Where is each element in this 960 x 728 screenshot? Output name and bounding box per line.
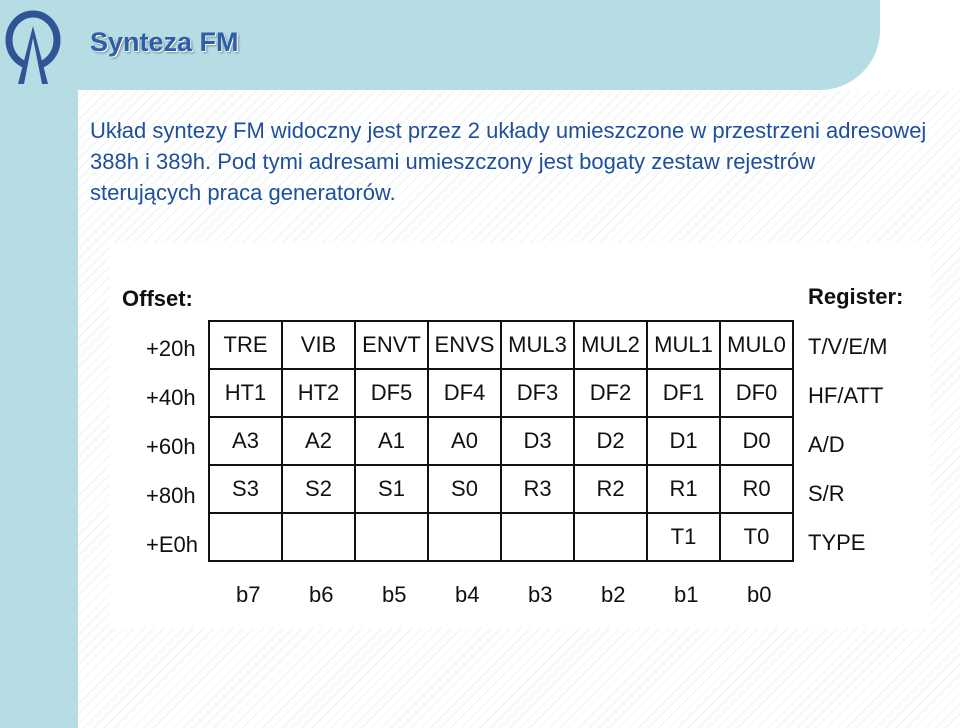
bit-cell: HT2 (282, 369, 355, 417)
register-label: T/V/E/M (808, 334, 888, 359)
table-row (209, 369, 793, 417)
register-label: S/R (808, 481, 845, 506)
offset-label: +E0h (146, 532, 198, 557)
bit-cell (574, 513, 647, 561)
bit-cell: HT1 (209, 369, 282, 417)
bit-index-label: b7 (236, 582, 261, 607)
register-header: Register: (808, 284, 904, 309)
bit-index-label: b4 (455, 582, 480, 607)
bit-cell: T0 (720, 513, 793, 561)
bit-cell (501, 513, 574, 561)
bit-cell: D0 (720, 417, 793, 465)
offset-label: +80h (146, 483, 196, 508)
bit-cell: T1 (647, 513, 720, 561)
bit-index-label: b2 (601, 582, 626, 607)
register-table (208, 320, 794, 562)
logo-icon (4, 8, 62, 86)
bit-cell (282, 513, 355, 561)
bit-cell: DF5 (355, 369, 428, 417)
bit-cell: R3 (501, 465, 574, 513)
offset-header: Offset: (122, 286, 193, 311)
bit-cell: A1 (355, 417, 428, 465)
bit-cell: D1 (647, 417, 720, 465)
bit-cell: A3 (209, 417, 282, 465)
bit-cell (428, 513, 501, 561)
bit-cell: R1 (647, 465, 720, 513)
offset-label: +40h (146, 385, 196, 410)
bit-index-label: b0 (747, 582, 772, 607)
bit-index-label: b3 (528, 582, 553, 607)
left-sidebar-band (0, 0, 78, 728)
offset-label: +20h (146, 336, 196, 361)
bit-cell: S1 (355, 465, 428, 513)
bit-cell: MUL0 (720, 321, 793, 369)
bit-cell: A2 (282, 417, 355, 465)
bit-cell: DF0 (720, 369, 793, 417)
table-row (209, 417, 793, 465)
bit-cell: MUL3 (501, 321, 574, 369)
table-row (209, 513, 793, 561)
bit-cell: S0 (428, 465, 501, 513)
bit-cell: MUL2 (574, 321, 647, 369)
register-label: TYPE (808, 530, 866, 555)
bit-cell: ENVS (428, 321, 501, 369)
bit-cell: MUL1 (647, 321, 720, 369)
bit-cell: R0 (720, 465, 793, 513)
bit-cell: S2 (282, 465, 355, 513)
bit-cell (209, 513, 282, 561)
bit-cell: D2 (574, 417, 647, 465)
offset-label: +60h (146, 434, 196, 459)
bit-cell: R2 (574, 465, 647, 513)
bit-cell: S3 (209, 465, 282, 513)
bit-cell: ENVT (355, 321, 428, 369)
register-label: HF/ATT (808, 383, 884, 408)
bit-cell: D3 (501, 417, 574, 465)
bit-cell: DF1 (647, 369, 720, 417)
bit-cell: TRE (209, 321, 282, 369)
bit-cell: VIB (282, 321, 355, 369)
bit-cell: DF4 (428, 369, 501, 417)
bit-index-label: b5 (382, 582, 407, 607)
bit-index-label: b6 (309, 582, 334, 607)
bit-cell (355, 513, 428, 561)
table-row (209, 465, 793, 513)
bit-cell: A0 (428, 417, 501, 465)
bit-cell: DF2 (574, 369, 647, 417)
bit-index-label: b1 (674, 582, 699, 607)
table-row (209, 321, 793, 369)
page-title: Synteza FM (90, 27, 239, 57)
intro-paragraph: Układ syntezy FM widoczny jest przez 2 układy umieszczone w przestrzeni adresowej 388h i 389h. Pod tymi adresami umieszczony jest bogaty zestaw rejestrów sterujących praca generatorów. (90, 118, 927, 205)
register-label: A/D (808, 432, 845, 457)
bit-cell: DF3 (501, 369, 574, 417)
register-figure (110, 242, 930, 628)
